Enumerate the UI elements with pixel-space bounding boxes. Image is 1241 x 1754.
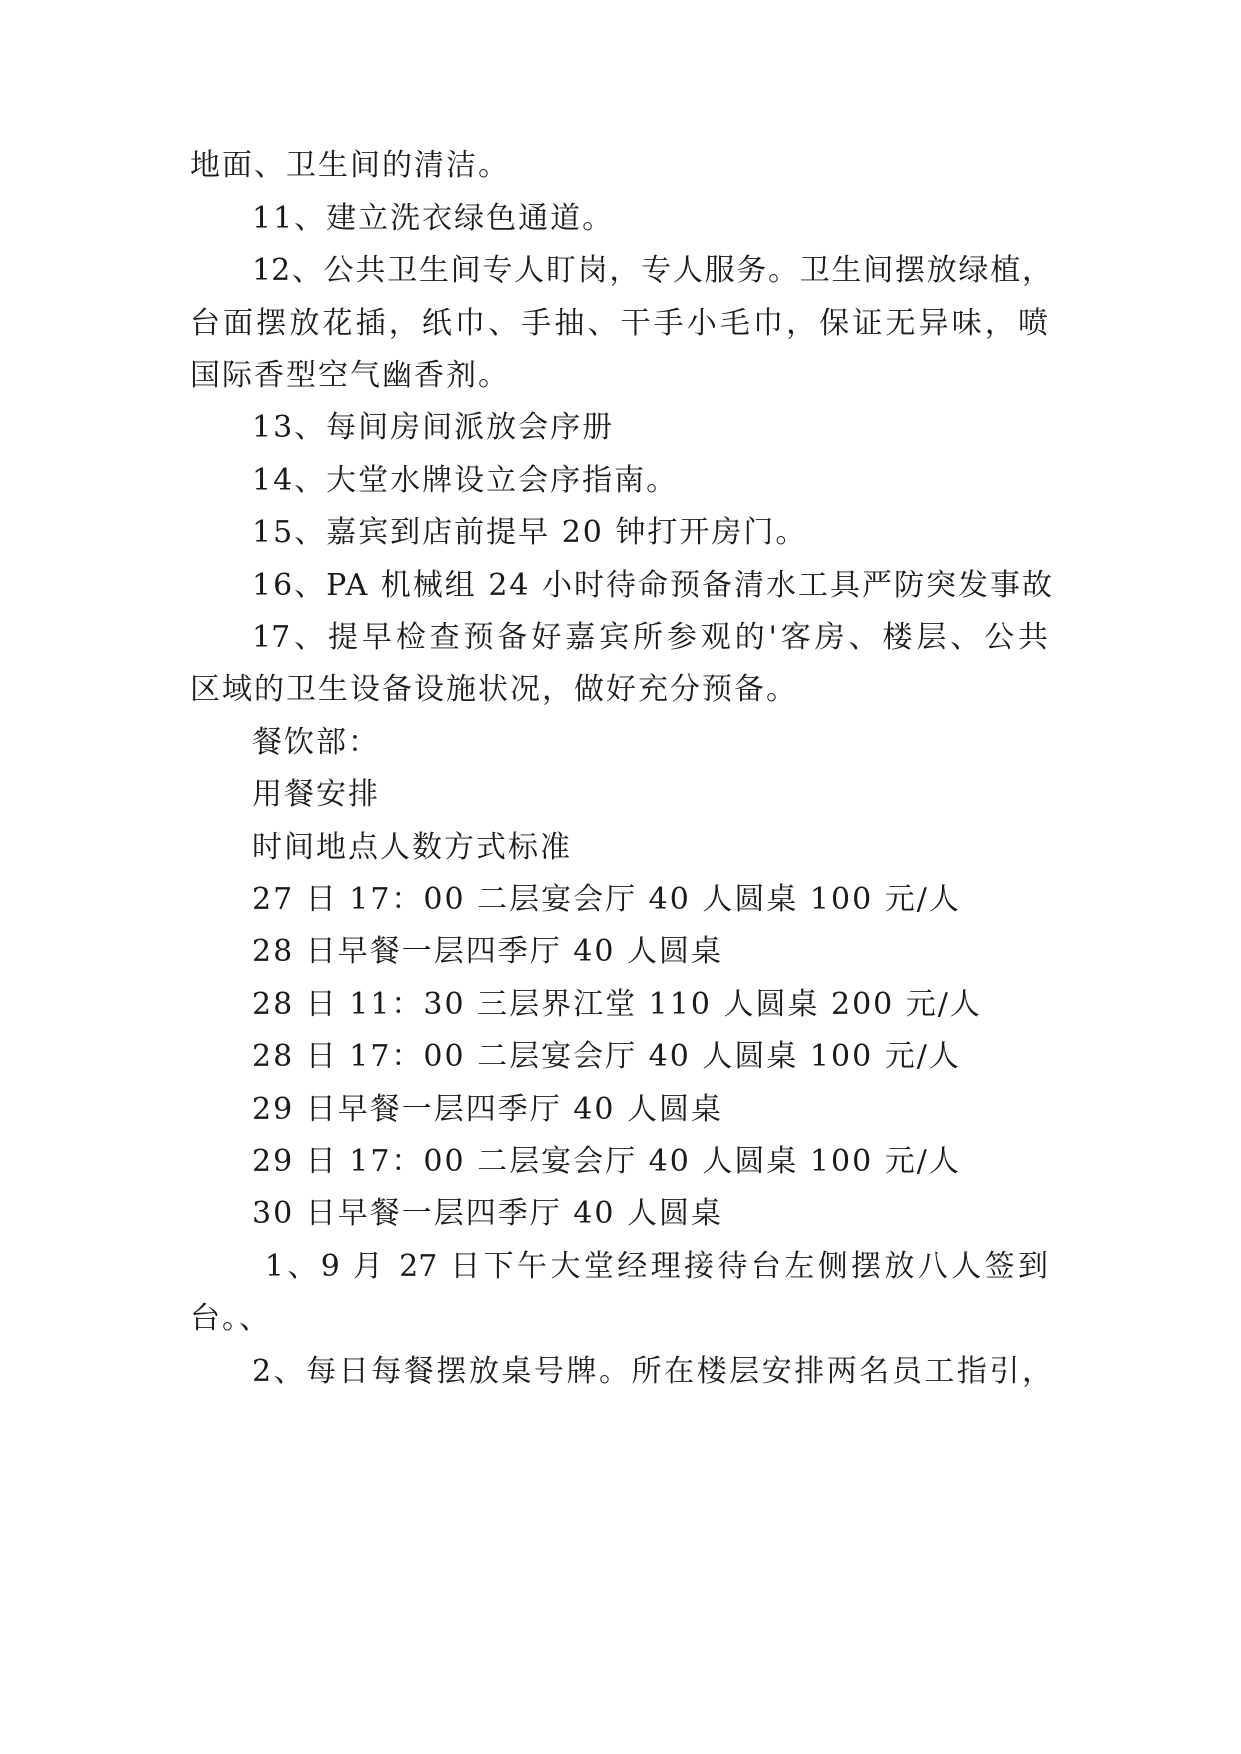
list-item: 11、建立洗衣绿色通道。	[252, 201, 615, 236]
meal-row: 29 日早餐一层四季厅 40 人圆桌	[252, 1092, 723, 1127]
text-line: 区域的卫生设备设施状况，做好充分预备。	[190, 672, 798, 707]
list-item: 14、大堂水牌设立会序指南。	[252, 463, 679, 498]
meal-row: 30 日早餐一层四季厅 40 人圆桌	[252, 1196, 723, 1231]
list-item: 16、PA 机械组 24 小时待命预备清水工具严防突发事故	[252, 568, 1055, 603]
section-heading: 餐饮部：	[252, 725, 380, 760]
sub-heading: 用餐安排	[252, 777, 380, 812]
meal-row: 27 日 17：00 二层宴会厅 40 人圆桌 100 元/人	[252, 882, 961, 917]
table-header: 时间地点人数方式标准	[252, 830, 572, 865]
meal-row: 28 日 11：30 三层界江堂 110 人圆桌 200 元/人	[252, 987, 982, 1022]
list-item: 12、公共卫生间专人盯岗，专人服务。卫生间摆放绿植，	[252, 253, 1052, 288]
meal-row: 28 日 17：00 二层宴会厅 40 人圆桌 100 元/人	[252, 1039, 961, 1074]
text-line: 台。、	[190, 1301, 271, 1336]
list-item: 13、每间房间派放会序册	[252, 410, 615, 445]
meal-row: 29 日 17：00 二层宴会厅 40 人圆桌 100 元/人	[252, 1144, 961, 1179]
list-item: 2、每日每餐摆放桌号牌。所在楼层安排两名员工指引，	[252, 1354, 1052, 1389]
text-line: 台面摆放花插，纸巾、手抽、干手小毛巾，保证无异味，喷	[190, 306, 1048, 341]
list-item: 17、提早检查预备好嘉宾所参观的'客房、楼层、公共	[252, 620, 1048, 655]
meal-row: 28 日早餐一层四季厅 40 人圆桌	[252, 934, 723, 969]
list-item: 15、嘉宾到店前提早 20 钟打开房门。	[252, 515, 808, 550]
text-line: 地面、卫生间的清洁。	[190, 148, 510, 183]
text-line: 国际香型空气幽香剂。	[190, 358, 510, 393]
list-item: 1、9 月 27 日下午大堂经理接待台左侧摆放八人签到	[252, 1249, 1048, 1284]
